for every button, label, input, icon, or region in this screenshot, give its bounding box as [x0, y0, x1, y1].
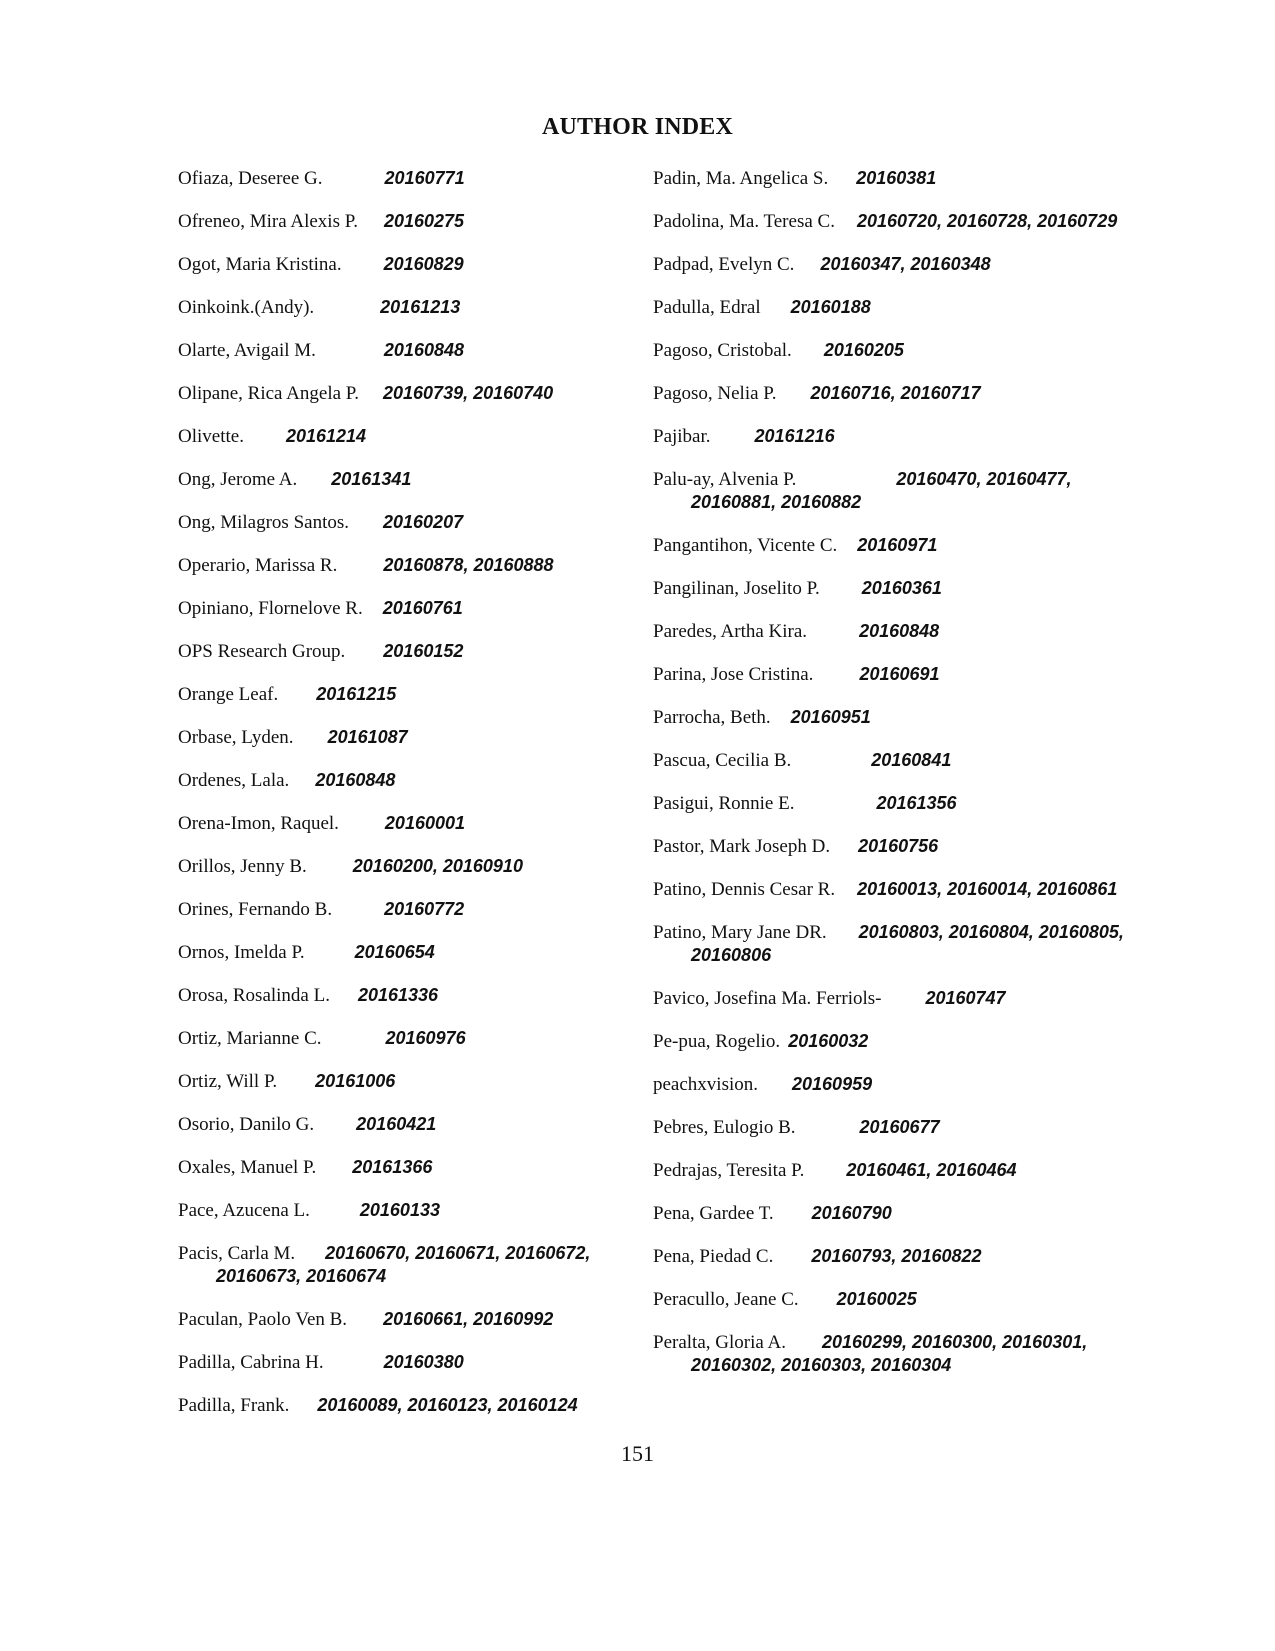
author-name: Pedrajas, Teresita P. [653, 1160, 805, 1181]
record-ids: 20160677 [859, 1117, 940, 1137]
index-entry [178, 984, 628, 1007]
record-ids: 20160790 [811, 1203, 892, 1223]
author-name: Paculan, Paolo Ven B. [178, 1309, 348, 1330]
index-entry [178, 640, 628, 663]
record-ids: 20160971 [857, 535, 938, 555]
page-title: AUTHOR INDEX [541, 114, 734, 140]
author-name: Olivette. [178, 426, 244, 447]
record-ids: 20160848 [383, 340, 464, 360]
record-ids: 20161006 [315, 1071, 396, 1091]
record-ids: 20160756 [858, 836, 939, 856]
author-name: Operario, Marissa R. [178, 555, 338, 576]
author-name: Patino, Mary Jane DR. [653, 922, 827, 943]
author-name: Pastor, Mark Joseph D. [653, 836, 831, 857]
author-name: Peralta, Gloria A. [653, 1332, 786, 1353]
index-entry [653, 1202, 1133, 1225]
author-name: Pagoso, Cristobal. [653, 340, 792, 361]
record-ids: 20160152 [383, 641, 464, 661]
record-ids: 20161087 [327, 727, 408, 747]
author-name: Pajibar. [653, 426, 711, 447]
author-name: Padilla, Frank. [178, 1395, 290, 1416]
record-ids: 20160032 [788, 1031, 869, 1051]
record-ids: 20160133 [359, 1200, 440, 1220]
index-entry [178, 597, 628, 620]
record-ids: 20160771 [384, 168, 465, 188]
index-entry [653, 425, 1133, 448]
record-ids: 20161215 [316, 684, 397, 704]
author-name: Padin, Ma. Angelica S. [653, 168, 829, 189]
record-ids: 20160381 [856, 168, 937, 188]
author-name: Pacis, Carla M. [178, 1243, 296, 1264]
index-entry [653, 1030, 1133, 1053]
record-ids: 20160959 [792, 1074, 873, 1094]
index-entry [178, 339, 628, 362]
record-ids: 20160747 [925, 988, 1006, 1008]
record-ids: 20160013, 20160014, 20160861 [857, 879, 1118, 899]
record-ids: 20160089, 20160123, 20160124 [317, 1395, 578, 1415]
index-entry [178, 1394, 628, 1417]
index-entry [653, 835, 1133, 858]
author-name: Orena-Imon, Raquel. [178, 813, 339, 834]
index-entry [178, 382, 628, 405]
record-ids: 20160848 [315, 770, 396, 790]
record-ids: 20160848 [859, 621, 940, 641]
author-name: Padolina, Ma. Teresa C. [653, 211, 835, 232]
record-ids: 20161341 [331, 469, 412, 489]
record-ids: 20160670, 20160671, 20160672, 20160673, 20160674 [216, 1243, 591, 1286]
author-name: Pasigui, Ronnie E. [653, 793, 795, 814]
index-entry [653, 706, 1133, 729]
record-ids: 20160661, 20160992 [383, 1309, 554, 1329]
record-ids: 20160793, 20160822 [811, 1246, 982, 1266]
page-number: 151 [621, 1441, 654, 1466]
index-entry [178, 941, 628, 964]
record-ids: 20160361 [861, 578, 942, 598]
author-name: Ornos, Imelda P. [178, 942, 305, 963]
index-entry [653, 1116, 1133, 1139]
author-name: Padpad, Evelyn C. [653, 254, 795, 275]
index-entry [178, 1156, 628, 1179]
index-entry [653, 1245, 1133, 1268]
author-name: peachxvision. [653, 1074, 759, 1095]
record-ids: 20160739, 20160740 [383, 383, 554, 403]
author-name: Parrocha, Beth. [653, 707, 771, 728]
record-ids: 20160720, 20160728, 20160729 [856, 211, 1118, 231]
index-entry [653, 1288, 1133, 1311]
record-ids: 20160716, 20160717 [810, 383, 981, 403]
author-name: Olarte, Avigail M. [178, 340, 316, 361]
author-name: Ofreneo, Mira Alexis P. [178, 211, 358, 232]
author-name: Oinkoink.(Andy). [178, 297, 315, 318]
index-entry [178, 1242, 628, 1288]
author-name: Padilla, Cabrina H. [178, 1352, 324, 1373]
author-name: Parina, Jose Cristina. [653, 664, 814, 685]
record-ids: 20161366 [352, 1157, 433, 1177]
author-name: Olipane, Rica Angela P. [178, 383, 359, 404]
index-entry [178, 296, 628, 319]
record-ids: 20160380 [383, 1352, 464, 1372]
index-entry [653, 253, 1133, 276]
record-ids: 20160188 [790, 297, 871, 317]
record-ids: 20160461, 20160464 [846, 1160, 1017, 1180]
index-entry [178, 468, 628, 491]
author-name: Ong, Jerome A. [178, 469, 298, 490]
index-column-right [653, 167, 1133, 1397]
index-entry [178, 812, 628, 835]
record-ids: 20160200, 20160910 [352, 856, 523, 876]
record-ids: 20160951 [790, 707, 871, 727]
record-ids: 20160803, 20160804, 20160805, 20160806 [691, 922, 1124, 965]
index-entry [653, 339, 1133, 362]
index-entry [653, 210, 1133, 233]
author-name: Pebres, Eulogio B. [653, 1117, 796, 1138]
index-column-left [178, 167, 628, 1437]
index-entry [178, 1351, 628, 1374]
index-entry [653, 167, 1133, 190]
index-entry [653, 534, 1133, 557]
record-ids: 20160976 [385, 1028, 466, 1048]
author-name: Pangilinan, Joselito P. [653, 578, 820, 599]
record-ids: 20160878, 20160888 [383, 555, 554, 575]
author-name: Orbase, Lyden. [178, 727, 294, 748]
index-entry [653, 382, 1133, 405]
index-entry [653, 1073, 1133, 1096]
index-entry [653, 749, 1133, 772]
index-entry [178, 726, 628, 749]
index-entry [178, 1308, 628, 1331]
author-name: Paredes, Artha Kira. [653, 621, 808, 642]
author-name: Ofiaza, Deseree G. [178, 168, 323, 189]
record-ids: 20160654 [354, 942, 435, 962]
author-name: Peracullo, Jeane C. [653, 1289, 799, 1310]
author-name: Orines, Fernando B. [178, 899, 333, 920]
author-name: Ogot, Maria Kristina. [178, 254, 342, 275]
index-entry [653, 1159, 1133, 1182]
record-ids: 20160347, 20160348 [820, 254, 991, 274]
record-ids: 20160691 [859, 664, 940, 684]
index-entry [653, 987, 1133, 1010]
record-ids: 20161336 [357, 985, 439, 1005]
index-entry [178, 1027, 628, 1050]
record-ids: 20161356 [876, 793, 957, 813]
author-name: Palu-ay, Alvenia P. [653, 469, 797, 490]
index-entry [653, 663, 1133, 686]
index-entry [653, 792, 1133, 815]
record-ids: 20160841 [871, 750, 952, 770]
author-name: Ortiz, Marianne C. [178, 1028, 322, 1049]
index-entry [178, 554, 628, 577]
author-name: Orosa, Rosalinda L. [178, 985, 330, 1006]
author-name: Orange Leaf. [178, 684, 279, 705]
record-ids: 20160470, 20160477, 20160881, 20160882 [691, 469, 1072, 512]
author-name: Pace, Azucena L. [178, 1200, 310, 1221]
record-ids: 20161213 [380, 297, 461, 317]
index-entry [653, 468, 1133, 514]
record-ids: 20160772 [384, 899, 465, 919]
index-entry [653, 1331, 1133, 1377]
record-ids: 20160421 [356, 1114, 437, 1134]
index-entry [178, 210, 628, 233]
index-entry [653, 620, 1133, 643]
author-name: OPS Research Group. [178, 641, 346, 662]
author-name: Ong, Milagros Santos. [178, 512, 349, 533]
author-name: Opiniano, Flornelove R. [178, 598, 363, 619]
author-name: Patino, Dennis Cesar R. [653, 879, 836, 900]
record-ids: 20160761 [382, 598, 463, 618]
record-ids: 20160207 [383, 512, 464, 532]
author-name: Pangantihon, Vicente C. [653, 535, 838, 556]
index-entry [653, 878, 1133, 901]
index-entry [178, 855, 628, 878]
index-entry [653, 577, 1133, 600]
author-name: Oxales, Manuel P. [178, 1157, 317, 1178]
index-entry [178, 1199, 628, 1222]
index-entry [178, 253, 628, 276]
record-ids: 20160299, 20160300, 20160301, 20160302, 20160303, 20160304 [691, 1332, 1088, 1375]
author-name: Pavico, Josefina Ma. Ferriols- [653, 988, 882, 1009]
author-name: Pena, Gardee T. [653, 1203, 774, 1224]
index-entry [178, 425, 628, 448]
author-name: Ortiz, Will P. [178, 1071, 278, 1092]
index-entry [178, 1070, 628, 1093]
record-ids: 20160001 [384, 813, 466, 833]
index-entry [653, 921, 1133, 967]
record-ids: 20161216 [754, 426, 835, 446]
author-name: Pe-pua, Rogelio. [653, 1031, 781, 1052]
index-entry [178, 683, 628, 706]
record-ids: 20160025 [836, 1289, 917, 1309]
author-name: Pascua, Cecilia B. [653, 750, 792, 771]
author-name: Osorio, Danilo G. [178, 1114, 315, 1135]
author-name: Pena, Piedad C. [653, 1246, 774, 1267]
index-entry [178, 898, 628, 921]
index-entry [653, 296, 1133, 319]
author-name: Padulla, Edral [653, 297, 761, 318]
index-entry [178, 769, 628, 792]
author-name: Orillos, Jenny B. [178, 856, 307, 877]
index-entry [178, 511, 628, 534]
author-name: Ordenes, Lala. [178, 770, 290, 791]
record-ids: 20160829 [383, 254, 464, 274]
index-entry [178, 1113, 628, 1136]
record-ids: 20161214 [285, 426, 367, 446]
index-entry [178, 167, 628, 190]
author-name: Pagoso, Nelia P. [653, 383, 777, 404]
record-ids: 20160205 [823, 340, 904, 360]
record-ids: 20160275 [383, 211, 465, 231]
